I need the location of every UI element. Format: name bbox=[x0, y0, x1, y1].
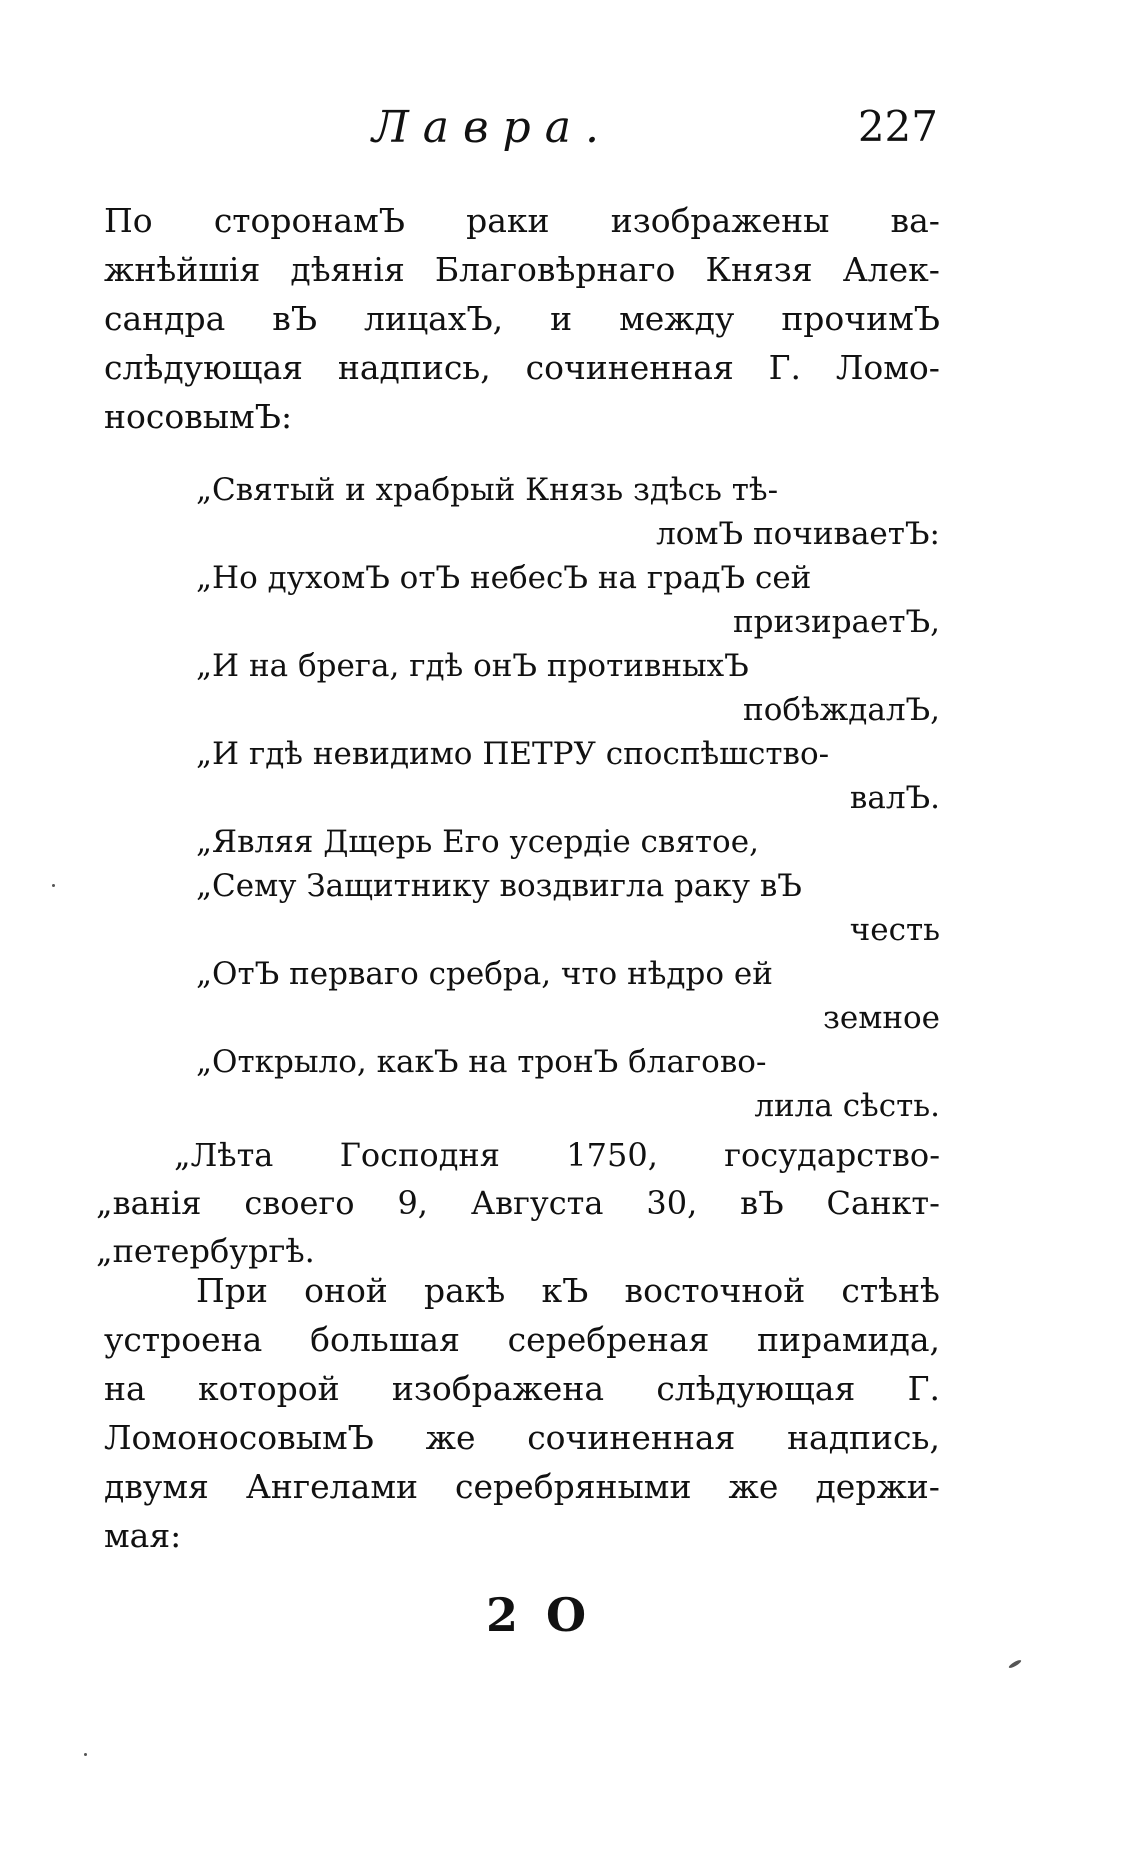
verse-continuation: призираетЪ, bbox=[732, 604, 940, 640]
word: сочиненная bbox=[527, 1418, 736, 1457]
word: государство- bbox=[724, 1136, 940, 1174]
verse-line: „Святый и храбрый Князь здѣсь тѣ- bbox=[196, 472, 779, 508]
word: держи- bbox=[815, 1467, 940, 1506]
word: двумя bbox=[104, 1467, 209, 1506]
word: пирамида, bbox=[757, 1320, 940, 1359]
word: жнѣйшія bbox=[104, 250, 261, 289]
word: 1750, bbox=[566, 1136, 658, 1174]
word: на bbox=[104, 1369, 146, 1408]
word: же bbox=[728, 1467, 779, 1506]
word: большая bbox=[310, 1320, 460, 1359]
word: Г. bbox=[907, 1369, 940, 1408]
verse-line: „ОтЪ перваго сребра, что нѣдро ей bbox=[196, 956, 773, 992]
text-line bbox=[104, 343, 940, 392]
word: ЛомоносовымЪ bbox=[104, 1418, 374, 1457]
word: оной bbox=[304, 1271, 388, 1310]
word: стѣнѣ bbox=[841, 1271, 940, 1310]
ink-blemish bbox=[84, 1753, 87, 1756]
word: 30, bbox=[646, 1184, 698, 1222]
word: восточной bbox=[624, 1271, 806, 1310]
verse-line: „И на брега, гдѣ онЪ противныхЪ bbox=[196, 648, 749, 684]
word: Ломо- bbox=[835, 348, 940, 387]
date-inscription bbox=[96, 1131, 940, 1275]
verse-line: „Открыло, какЪ на тронЪ благово- bbox=[196, 1044, 767, 1080]
word: прочимЪ bbox=[781, 299, 940, 338]
word: „ванія bbox=[96, 1184, 202, 1222]
verse-continuation: ломЪ почиваетЪ: bbox=[656, 516, 940, 552]
word: Князя bbox=[705, 250, 813, 289]
running-head bbox=[0, 102, 1140, 162]
text-line bbox=[104, 294, 940, 343]
word: Ангелами bbox=[245, 1467, 418, 1506]
verse-continuation: побѣждалЪ, bbox=[743, 692, 940, 728]
text-line bbox=[104, 392, 940, 441]
text-line bbox=[96, 1131, 940, 1179]
word: Благовѣрнаго bbox=[434, 250, 676, 289]
verse-continuation: валЪ. bbox=[849, 780, 940, 816]
word: надпись, bbox=[337, 348, 491, 387]
word: изображены bbox=[610, 201, 830, 240]
page-number: 227 bbox=[857, 102, 938, 151]
text-line bbox=[104, 1364, 940, 1413]
word: изображена bbox=[391, 1369, 604, 1408]
verse-line: „Являя Дщерь Его усердіе святое, bbox=[196, 824, 759, 860]
word: же bbox=[425, 1418, 476, 1457]
word: „Лѣта bbox=[174, 1136, 274, 1174]
word: которой bbox=[197, 1369, 340, 1408]
word: лицахЪ, bbox=[363, 299, 504, 338]
word: Алек- bbox=[842, 250, 940, 289]
word: носовымЪ: bbox=[104, 397, 293, 436]
word: ракѣ bbox=[423, 1271, 506, 1310]
word: Санкт- bbox=[826, 1184, 940, 1222]
ink-blemish bbox=[1008, 1659, 1022, 1669]
signature-mark: 2 О bbox=[486, 1588, 593, 1642]
text-line bbox=[104, 1413, 940, 1462]
word: слѣдующая bbox=[656, 1369, 856, 1408]
word: серебряными bbox=[455, 1467, 692, 1506]
ink-blemish bbox=[52, 884, 55, 887]
word: кЪ bbox=[541, 1271, 589, 1310]
word: Г. bbox=[768, 348, 801, 387]
word: раки bbox=[466, 201, 550, 240]
word: По bbox=[104, 201, 153, 240]
word: „петербургѣ. bbox=[96, 1232, 315, 1270]
word: и bbox=[550, 299, 573, 338]
word: своего bbox=[244, 1184, 355, 1222]
word: мая: bbox=[104, 1516, 182, 1555]
word: слѣдующая bbox=[104, 348, 303, 387]
word: сторонамЪ bbox=[213, 201, 405, 240]
verse-line: „И гдѣ невидимо ПЕТРУ споспѣшство- bbox=[196, 736, 830, 772]
text-line bbox=[104, 1315, 940, 1364]
text-line bbox=[96, 1179, 940, 1227]
verse-line: „Но духомЪ отЪ небесЪ на градЪ сей bbox=[196, 560, 812, 596]
text-line bbox=[104, 245, 940, 294]
word: устроена bbox=[104, 1320, 263, 1359]
word: При bbox=[196, 1271, 268, 1310]
word: между bbox=[619, 299, 735, 338]
verse-line: „Сему Защитнику воздвигла раку вЪ bbox=[196, 868, 802, 904]
word: вЪ bbox=[272, 299, 318, 338]
word: сочиненная bbox=[525, 348, 734, 387]
word: серебреная bbox=[507, 1320, 710, 1359]
word: Августа bbox=[470, 1184, 604, 1222]
inscription-poem bbox=[196, 468, 940, 1128]
verse-continuation: земное bbox=[822, 1000, 940, 1036]
running-title: Лавра. bbox=[372, 102, 613, 153]
text-line bbox=[104, 196, 940, 245]
word: дѣянія bbox=[290, 250, 405, 289]
verse-continuation: лила сѣсть. bbox=[754, 1088, 940, 1124]
paragraph-pyramid bbox=[104, 1266, 940, 1560]
word: ва- bbox=[890, 201, 940, 240]
word: Господня bbox=[339, 1136, 500, 1174]
verse-continuation: честь bbox=[849, 912, 940, 948]
text-line bbox=[104, 1462, 940, 1511]
paragraph-intro bbox=[104, 196, 940, 441]
text-line bbox=[104, 1511, 940, 1560]
word: вЪ bbox=[740, 1184, 784, 1222]
text-line bbox=[104, 1266, 940, 1315]
word: надпись, bbox=[787, 1418, 940, 1457]
word: сандра bbox=[104, 299, 226, 338]
word: 9, bbox=[397, 1184, 428, 1222]
